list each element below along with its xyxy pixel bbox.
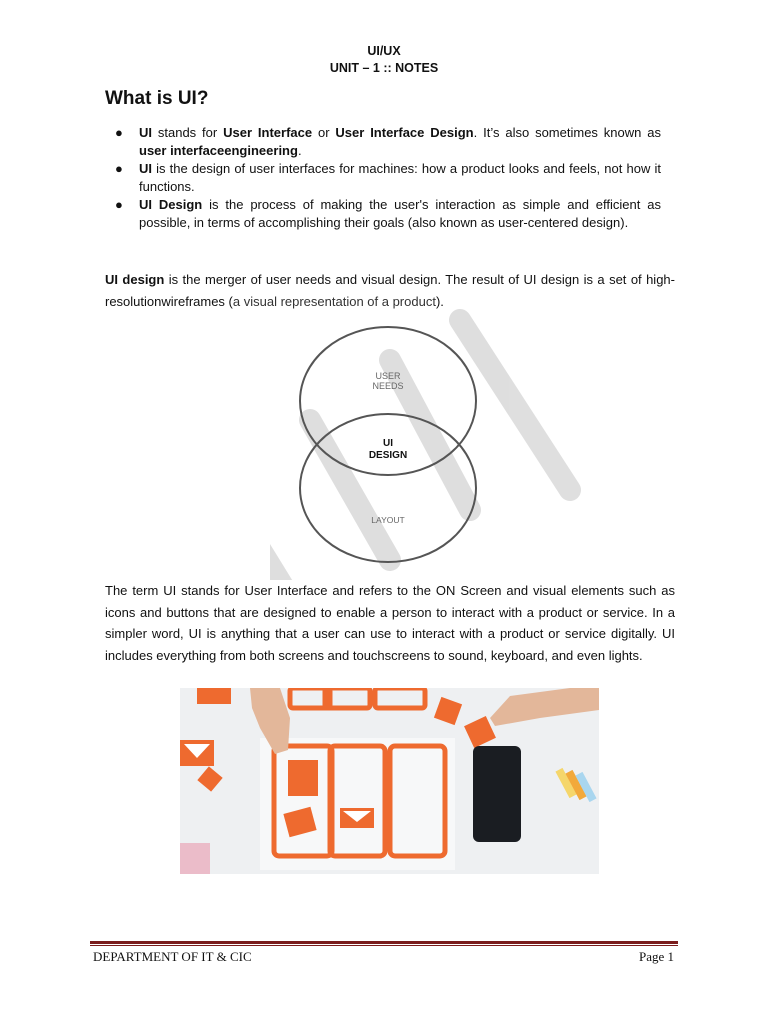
smartphone <box>473 746 521 842</box>
text-run: is the design of user interfaces for machines: how a product looks and feels, not how it functions. <box>139 161 661 194</box>
bullet-text <box>139 125 661 158</box>
bullet-dot-icon: ● <box>115 197 123 212</box>
ui-term-paragraph: The term UI stands for User Interface and refers to the ON Screen and visual elements such as icons and buttons that are designed to enable a person to interact with a product or service. In a simpler word, UI is anything that a user can use to interact with a product or service digitally. UI includes everything from both screens and touchscreens to sound, keyboard, and even lights. <box>105 583 675 663</box>
text-run: stands for <box>152 125 224 140</box>
bold-term: UI <box>139 125 152 140</box>
ui-design-venn-diagram <box>270 300 600 580</box>
page-header <box>0 43 768 77</box>
wireframe-photo <box>180 688 599 874</box>
bold-term: user interfaceengineering <box>139 143 298 158</box>
text-run: . It’s also sometimes known as <box>473 125 661 140</box>
bold-term: User Interface <box>223 125 313 140</box>
text-run: a visual representation of a product <box>232 293 436 309</box>
footer-rule <box>90 941 678 944</box>
ui-design-label: DESIGN <box>368 450 408 461</box>
footer-rule <box>90 945 678 946</box>
text-run: is the merger of user needs and visual design. The result of UI design is a set of high-resolutionwireframes ( <box>105 272 675 309</box>
bullet-dot-icon: ● <box>115 125 123 140</box>
header-subject: UI/UX <box>367 44 401 58</box>
footer-department: DEPARTMENT OF IT & CIC <box>93 949 252 964</box>
color-swatch <box>180 843 210 874</box>
header-unit: UNIT – 1 :: NOTES <box>329 61 439 75</box>
bullet-list <box>105 124 661 232</box>
user-needs-label: USER <box>375 371 401 381</box>
bullet-item <box>105 160 661 196</box>
text-run: is the process of making the user's interaction as simple and efficient as possible, in terms of accomplishing their goals (also known as user-centered design). <box>139 197 661 230</box>
bullet-text <box>139 161 661 194</box>
ui-design-label: UI <box>383 438 393 449</box>
text-run: ). <box>435 293 444 309</box>
footer-page-number: Page 1 <box>638 949 674 964</box>
bullet-text <box>139 197 661 230</box>
bold-term: UI design <box>105 272 165 287</box>
text-run: . <box>297 143 302 158</box>
bullet-item <box>105 124 661 160</box>
bullet-dot-icon: ● <box>115 161 123 176</box>
bullet-item <box>105 196 661 232</box>
section-title: What is UI? <box>105 88 209 109</box>
user-needs-label: NEEDS <box>372 381 404 391</box>
bold-term: UI <box>139 161 152 176</box>
text-run: or <box>312 125 336 140</box>
bold-term: UI Design <box>139 197 203 212</box>
bold-term: User Interface Design <box>335 125 474 140</box>
layout-label: LAYOUT <box>371 515 405 525</box>
